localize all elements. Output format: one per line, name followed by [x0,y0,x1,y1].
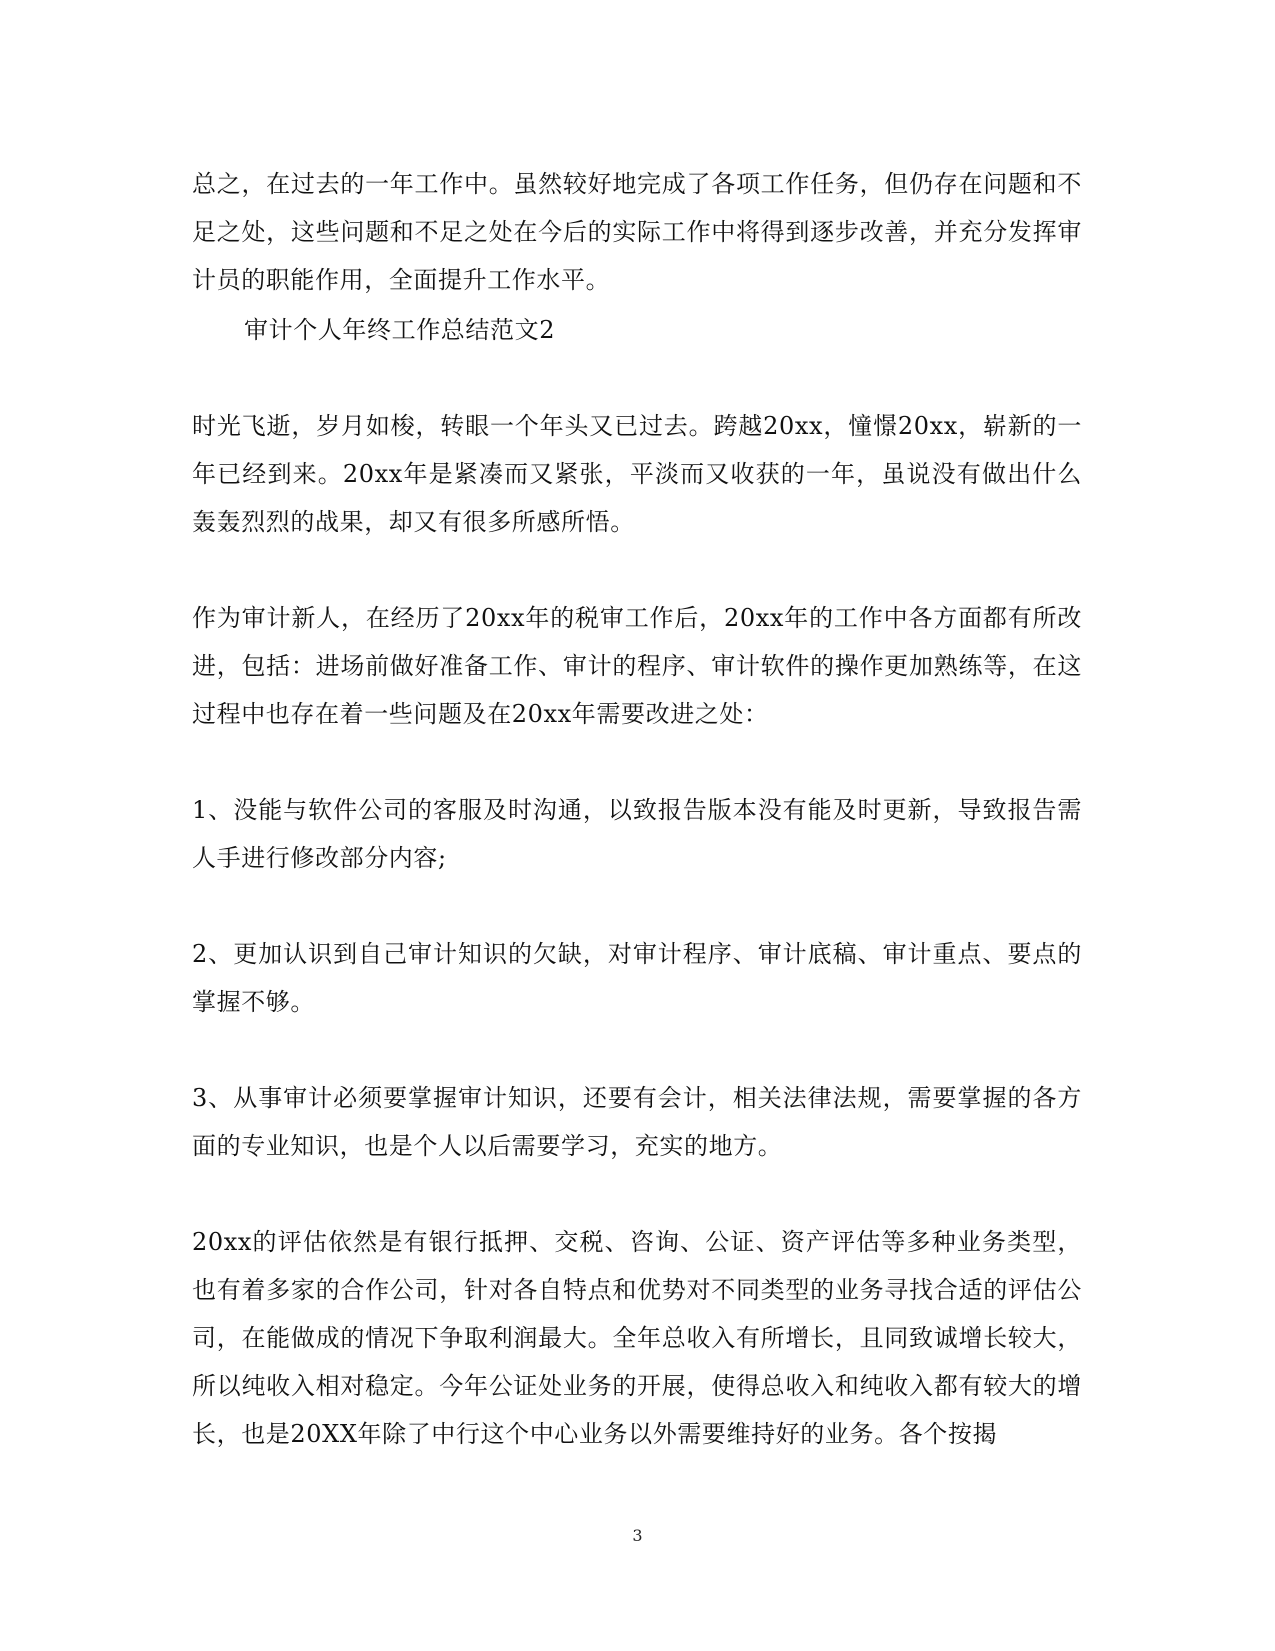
paragraph-improvements: 作为审计新人，在经历了20xx年的税审工作后，20xx年的工作中各方面都有所改进，包括：进场前做好准备工作、审计的程序、审计软件的操作更加熟练等，在这过程中也存在着一些问题及在20xx年需要改进之处： [192,604,1082,728]
list-item-2: 2、更加认识到自己审计知识的欠缺，对审计程序、审计底稿、审计重点、要点的掌握不够。 [192,940,1082,1016]
page-number: 3 [632,1526,643,1545]
paragraph-assessment: 20xx的评估依然是有银行抵押、交税、咨询、公证、资产评估等多种业务类型，也有着多家的合作公司，针对各自特点和优势对不同类型的业务寻找合适的评估公司，在能做成的情况下争取利润最大。全年总收入有所增长，且同致诚增长较大，所以纯收入相对稳定。今年公证处业务的开展，使得总收入和纯收入都有较大的增长，也是20XX年除了中行这个中心业务以外需要维持好的业务。各个按揭 [192,1228,1082,1448]
list-item-1: 1、没能与软件公司的客服及时沟通，以致报告版本没有能及时更新，导致报告需人手进行修改部分内容; [192,796,1082,872]
paragraph-summary: 总之，在过去的一年工作中。虽然较好地完成了各项工作任务，但仍存在问题和不足之处，这些问题和不足之处在今后的实际工作中将得到逐步改善，并充分发挥审计员的职能作用，全面提升工作水平。 [192,170,1082,294]
paragraph-intro: 时光飞逝，岁月如梭，转眼一个年头又已过去。跨越20xx，憧憬20xx，崭新的一年已经到来。20xx年是紧凑而又紧张，平淡而又收获的一年，虽说没有做出什么轰轰烈烈的战果，却又有很多所感所悟。 [192,412,1082,536]
section-heading: 审计个人年终工作总结范文2 [244,316,556,344]
list-item-3: 3、从事审计必须要掌握审计知识，还要有会计，相关法律法规，需要掌握的各方面的专业知识，也是个人以后需要学习，充实的地方。 [192,1084,1082,1160]
document-body [192,160,1082,1458]
